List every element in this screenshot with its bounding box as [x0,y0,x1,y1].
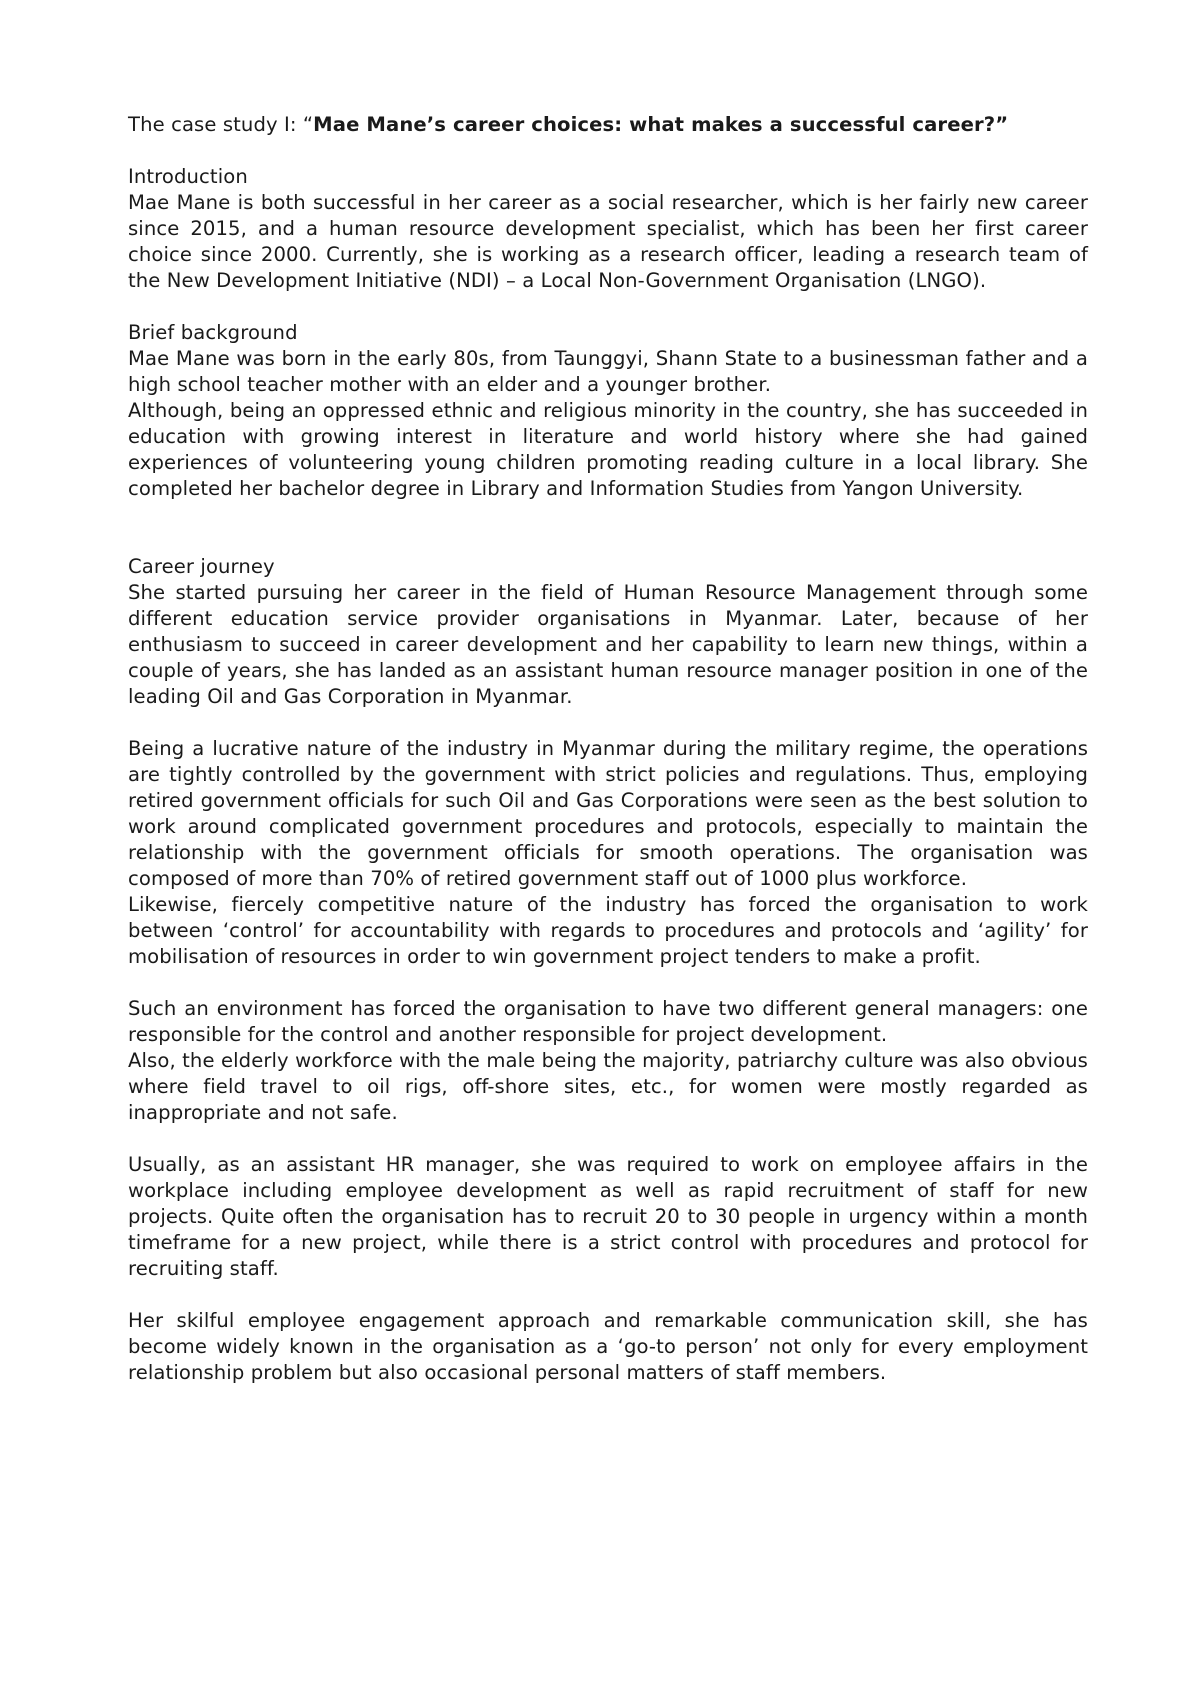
spacer [128,294,1088,320]
spacer [128,1282,1088,1308]
spacer [128,710,1088,736]
career-paragraph-4: Such an environment has forced the organisation to have two different general managers: one responsible for the control and another responsible for project development. [128,997,1088,1046]
career-paragraph-1: She started pursuing her career in the field of Human Resource Management through some different education service provider organisations in Myanmar. Later, because of her enthusiasm to succeed in career development and her capability to learn new things, within a couple of years, she has landed as an assistant human resource manager position in one of the leading Oil and Gas Corporation in Myanmar. [128,581,1088,708]
career-paragraph-6: Usually, as an assistant HR manager, she was required to work on employee affairs in the workplace including employee development as well as rapid recruitment of staff for new projects. Quite often the organisation has to recruit 20 to 30 people in urgency within a month timeframe for a new project, while there is a strict control with procedures and protocol for recruiting staff. [128,1153,1088,1280]
background-paragraph-1: Mae Mane was born in the early 80s, from Taunggyi, Shann State to a businessman father and a high school teacher mother with an elder and a younger brother. [128,347,1088,396]
spacer [128,138,1088,164]
career-paragraph-5: Also, the elderly workforce with the male being the majority, patriarchy culture was also obvious where field travel to oil rigs, off-shore sites, etc., for women were mostly regarded as inappropriate and not safe. [128,1049,1088,1124]
title-prefix: The case study I: “ [128,113,314,136]
career-paragraph-3: Likewise, fiercely competitive nature of the industry has forced the organisation to work between ‘control’ for accountability with regards to procedures and protocols and ‘agility’ for mobilisation of resources in order to win government project tenders to make a profit. [128,893,1088,968]
introduction-paragraph: Mae Mane is both successful in her career as a social researcher, which is her fairly new career since 2015, and a human resource development specialist, which has been her first career choice since 2000. Currently, she is working as a research officer, leading a research team of the New Development Initiative (NDI) – a Local Non-Government Organisation (LNGO). [128,191,1088,292]
spacer [128,970,1088,996]
career-paragraph-7: Her skilful employee engagement approach and remarkable communication skill, she has become widely known in the organisation as a ‘go-to person’ not only for every employment relationship problem but also occasional personal matters of staff members. [128,1309,1088,1384]
spacer [128,1126,1088,1152]
spacer [128,502,1088,554]
title-bold-text: Mae Mane’s career choices: what makes a successful career?” [313,113,1009,136]
career-heading: Career journey [128,555,275,578]
introduction-heading: Introduction [128,165,248,188]
career-paragraph-2: Being a lucrative nature of the industry in Myanmar during the military regime, the operations are tightly controlled by the government with strict policies and regulations. Thus, employing retired government officials for such Oil and Gas Corporations were seen as the best solution to work around complicated government procedures and protocols, especially to maintain the relationship with the government officials for smooth operations. The organisation was composed of more than 70% of retired government staff out of 1000 plus workforce. [128,737,1088,890]
background-heading: Brief background [128,321,298,344]
background-paragraph-2: Although, being an oppressed ethnic and religious minority in the country, she has succeeded in education with growing interest in literature and world history where she had gained experiences of volunteering young children promoting reading culture in a local library. She completed her bachelor degree in Library and Information Studies from Yangon University. [128,399,1088,500]
document-body [128,112,1088,1386]
case-study-title [128,112,1088,138]
